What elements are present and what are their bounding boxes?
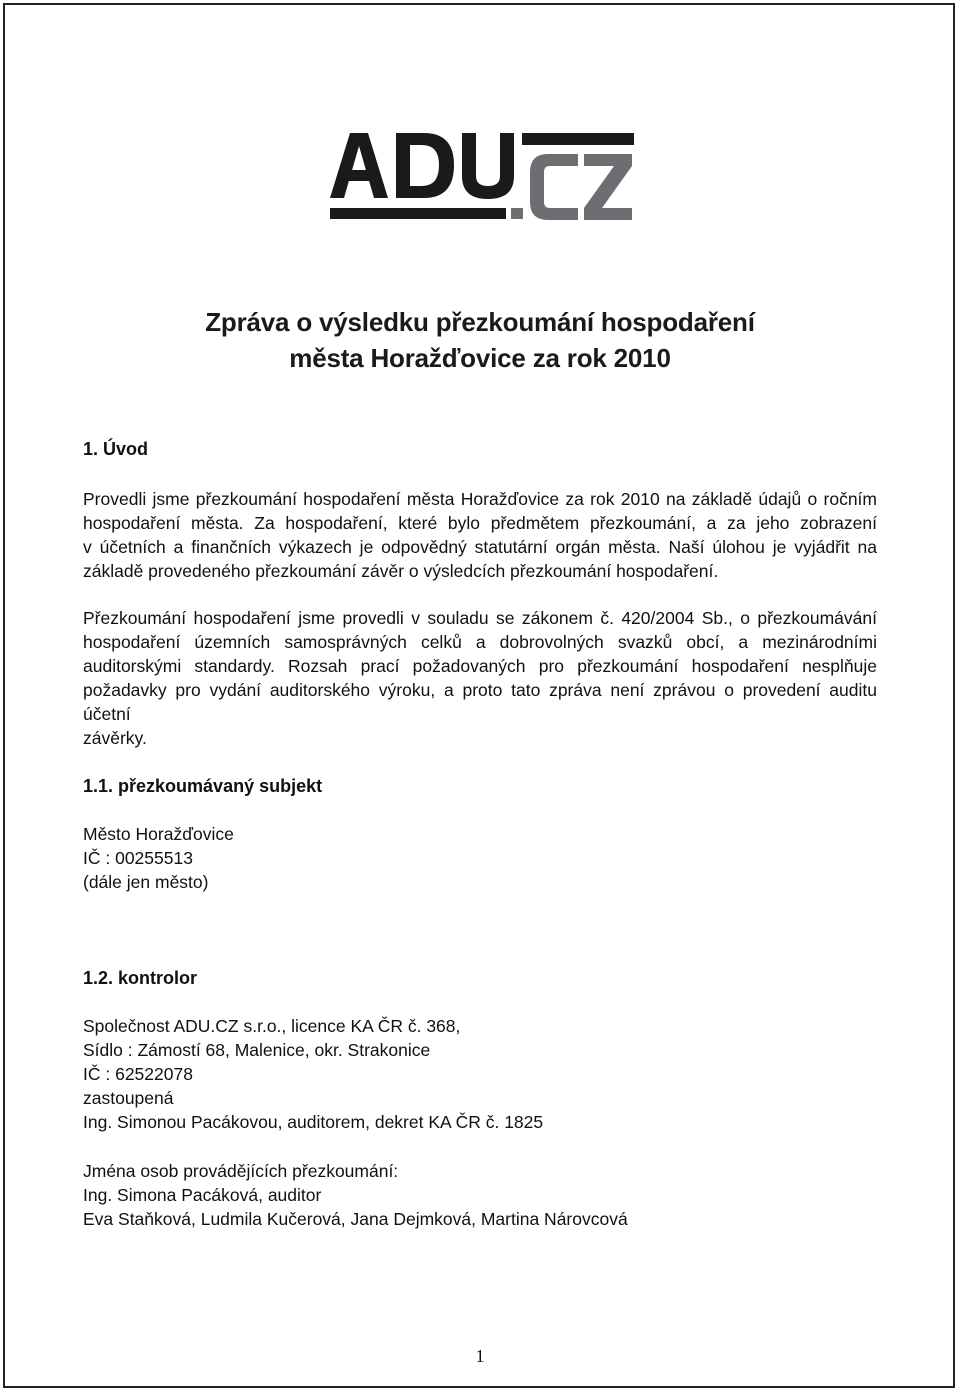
controller-address: Sídlo : Zámostí 68, Malenice, okr. Strakonice — [83, 1040, 431, 1060]
controller-auditor: Ing. Simonou Pacákovou, auditorem, dekret KA ČR č. 1825 — [83, 1112, 544, 1132]
paragraph-line: Přezkoumání hospodaření jsme provedli v souladu se zákonem č. 420/2004 Sb., o přezkoumávání — [83, 608, 877, 628]
intro-paragraph-2 — [83, 606, 877, 750]
page-number: 1 — [475, 1346, 485, 1366]
section-heading-intro: 1. Úvod — [83, 439, 149, 459]
paragraph-line: hospodaření města. Za hospodaření, které bylo předmětem přezkoumání, a za jeho zobrazení — [83, 513, 877, 533]
paragraph-line: požadavky pro vydání auditorského výroku, a proto tato zpráva není zprávou o provedení auditu účetní — [83, 680, 877, 724]
adu-cz-logo — [326, 128, 636, 228]
paragraph-line: hospodaření územních samosprávných celků a dobrovolných svazků obcí, a mezinárodními — [83, 632, 877, 652]
controller-represented: zastoupená — [83, 1088, 174, 1108]
paragraph-line: Provedli jsme přezkoumání hospodaření města Horažďovice za rok 2010 na základě údajů o ročním — [83, 489, 877, 509]
persons-team: Eva Staňková, Ludmila Kučerová, Jana Dejmková, Martina Nárovcová — [83, 1209, 628, 1229]
intro-paragraph-1 — [83, 487, 877, 583]
controller-company: Společnost ADU.CZ s.r.o., licence KA ČR č. 368, — [83, 1016, 461, 1036]
document-title-line-1: Zpráva o výsledku přezkoumání hospodaření — [205, 307, 755, 337]
persons-list — [83, 1159, 877, 1231]
controller-ic: IČ : 62522078 — [83, 1064, 193, 1084]
controller-details — [83, 1014, 877, 1134]
paragraph-line: v účetních a finančních výkazech je odpovědný statutární orgán města. Naší úlohou je vyjádřit na — [83, 537, 877, 557]
paragraph-line: základě provedeného přezkoumání závěr o výsledcích přezkoumání hospodaření. — [83, 561, 719, 581]
paragraph-line: auditorskými standardy. Rozsah prací požadovaných pro přezkoumání hospodaření nesplňuje — [83, 656, 877, 676]
subject-alias: (dále jen město) — [83, 872, 209, 892]
persons-lead: Ing. Simona Pacáková, auditor — [83, 1185, 322, 1205]
section-heading-controller: 1.2. kontrolor — [83, 968, 198, 988]
paragraph-line: závěrky. — [83, 728, 147, 748]
section-heading-subject: 1.1. přezkoumávaný subjekt — [83, 776, 323, 796]
subject-ic: IČ : 00255513 — [83, 848, 193, 868]
document-title-line-2: města Horažďovice za rok 2010 — [289, 343, 671, 373]
subject-details — [83, 822, 877, 894]
subject-name: Město Horažďovice — [83, 824, 234, 844]
persons-label: Jména osob provádějících přezkoumání: — [83, 1161, 399, 1181]
